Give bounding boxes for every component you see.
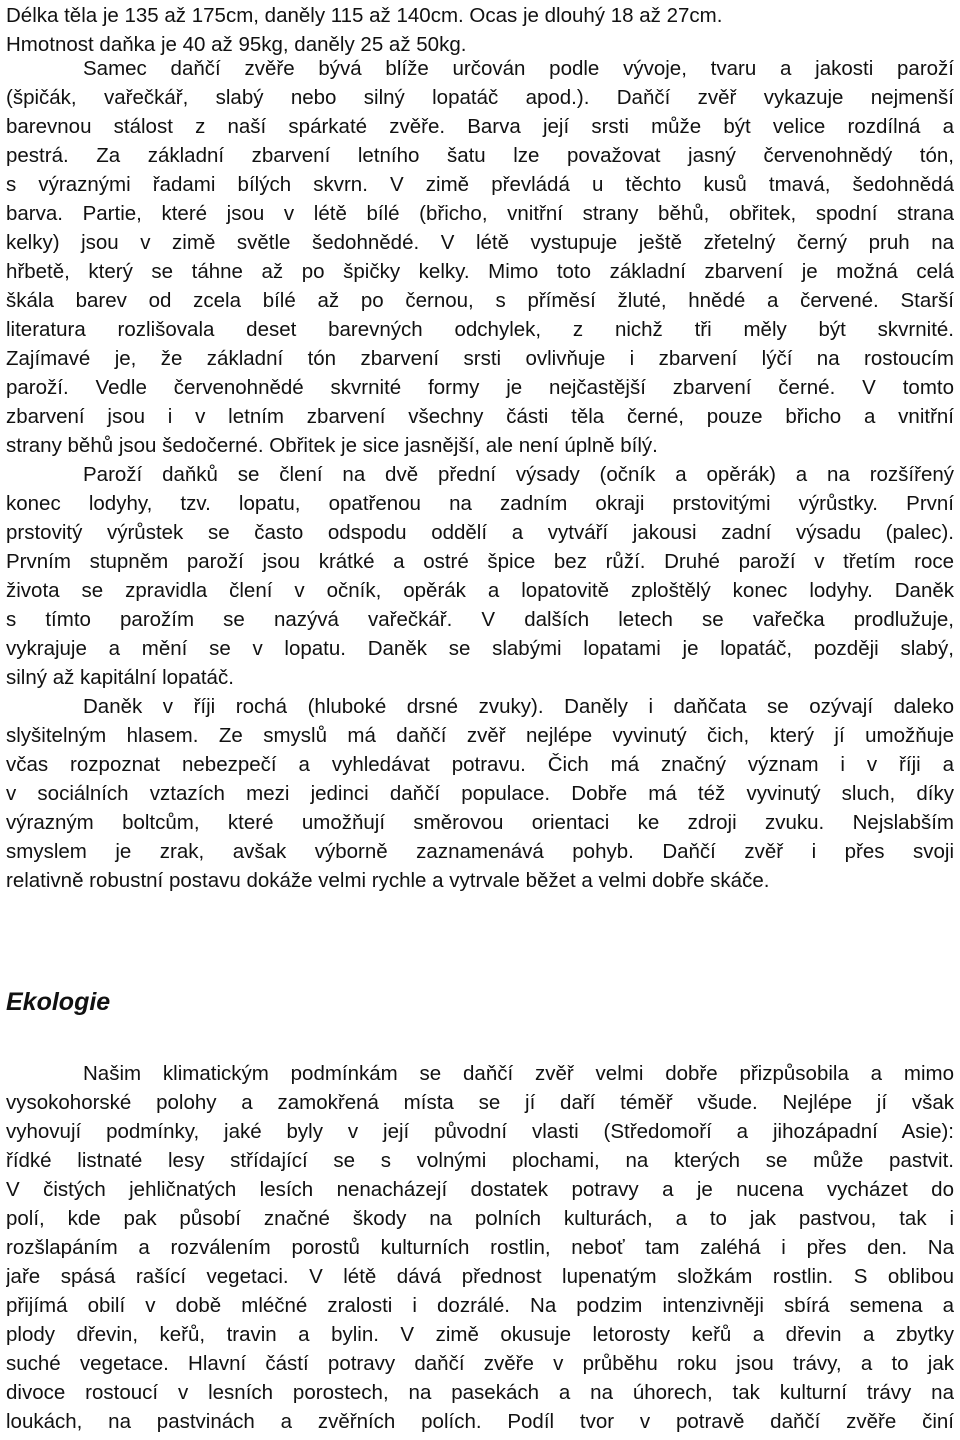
- text-line: výrazným boltcům, které umožňují směrovou orientaci ke zdroji zvuku. Nejslabším: [6, 811, 954, 834]
- text-line: Paroží daňků se člení na dvě přední výsady (očník a opěrák) a na rozšířený: [83, 463, 954, 486]
- text-line: smyslem je zrak, avšak výborně zaznamenává pohyb. Daňčí zvěř i přes svoji: [6, 840, 954, 863]
- section-heading: Ekologie: [6, 988, 111, 1016]
- text-line: strany běhů jsou šedočerné. Obřitek je sice jasnější, ale není úplně bílý.: [6, 434, 658, 457]
- text-line: kelky) jsou v zimě světle šedohnědé. V létě vystupuje ještě zřetelný černý pruh na: [6, 231, 954, 254]
- text-line: rozšlapáním a rozválením porostů kulturních rostlin, neboť tam zaléhá i přes den. Na: [6, 1236, 954, 1259]
- text-line: paroží. Vedle červenohnědé skvrnité formy je nejčastější zbarvení černé. V tomto: [6, 376, 954, 399]
- text-line: prstovitý výrůstek se často odspodu oddělí a vytváří jakousi zadní výsadu (palec).: [6, 521, 954, 544]
- text-line: zbarvení jsou i v letním zbarvení všechny části těla černé, pouze břicho a vnitřní: [6, 405, 954, 428]
- text-line: relativně robustní postavu dokáže velmi rychle a vytrvale běžet a velmi dobře skáče.: [6, 869, 770, 892]
- text-line: (špičák, vařečkář, slabý nebo silný lopatáč apod.). Daňčí zvěř vykazuje nejmenší: [6, 86, 954, 109]
- text-line: vykrajuje a mění se v lopatu. Daněk se slabými lopatami je lopatáč, později slabý,: [6, 637, 954, 660]
- text-line: jaře spásá rašící vegetaci. V létě dává přednost lupenatým složkám rostlin. S oblibou: [6, 1265, 954, 1288]
- text-line: s tímto parožím se nazývá vařečkář. V dalších letech se vařečka prodlužuje,: [6, 608, 954, 631]
- text-line: slyšitelným hlasem. Ze smyslů má daňčí zvěř nejlépe vyvinutý čich, který jí umožňuje: [6, 724, 954, 747]
- text-line: vyhovují podmínky, jaké byly v její původní vlasti (Středomoří a jihozápadní Asie):: [6, 1120, 954, 1143]
- text-line: Daněk v říji rochá (hluboké drsné zvuky). Daněly i daňčata se ozývají daleko: [83, 695, 954, 718]
- text-line: barva. Partie, které jsou v létě bílé (břicho, vnitřní strany běhů, obřitek, spodní strana: [6, 202, 954, 225]
- text-line: v sociálních vztazích mezi jedinci daňčí populace. Dobře má též vyvinutý sluch, díky: [6, 782, 954, 805]
- text-line: Samec daňčí zvěře bývá blíže určován podle vývoje, tvaru a jakosti paroží: [83, 57, 954, 80]
- text-line: pestrá. Za základní zbarvení letního šatu lze považovat jasný červenohnědý tón,: [6, 144, 954, 167]
- text-line: plody dřevin, keřů, travin a bylin. V zimě okusuje letorosty keřů a dřevin a zbytky: [6, 1323, 954, 1346]
- text-line: včas rozpoznat nebezpečí a vyhledávat potravu. Čich má značný význam i v říji a: [6, 753, 954, 776]
- text-line: Hmotnost daňka je 40 až 95kg, daněly 25 až 50kg.: [6, 33, 467, 56]
- text-line: škála barev od zcela bílé až po černou, s příměsí žluté, hnědé a červené. Starší: [6, 289, 954, 312]
- text-line: V čistých jehličnatých lesích nenacházejí dostatek potravy a je nucena vycházet do: [6, 1178, 954, 1201]
- text-line: polí, kde pak působí značné škody na polních kulturách, a to jak pastvou, tak i: [6, 1207, 954, 1230]
- text-line: loukách, na pastvinách a zvěřních polích. Podíl tvor v potravě daňčí zvěře činí: [6, 1410, 954, 1433]
- text-line: přijímá obilí v době mléčné zralosti i dozrálé. Na podzim intenzivněji sbírá semena a: [6, 1294, 954, 1317]
- text-line: vysokohorské polohy a zamokřená místa se jí daří téměř všude. Nejlépe jí však: [6, 1091, 954, 1114]
- text-line: Našim klimatickým podmínkám se daňčí zvěř velmi dobře přizpůsobila a mimo: [83, 1062, 954, 1085]
- text-line: Délka těla je 135 až 175cm, daněly 115 až 140cm. Ocas je dlouhý 18 až 27cm.: [6, 4, 723, 27]
- text-line: suché vegetace. Hlavní částí potravy daňčí zvěře v průběhu roku jsou trávy, a to jak: [6, 1352, 954, 1375]
- text-line: řídké listnaté lesy střídající se s volnými plochami, na kterých se může pastvit.: [6, 1149, 954, 1172]
- text-line: literatura rozlišovala deset barevných odchylek, z nichž tři měly být skvrnité.: [6, 318, 954, 341]
- text-line: Zajímavé je, že základní tón zbarvení srsti ovlivňuje i zbarvení lýčí na rostoucím: [6, 347, 954, 370]
- text-line: Prvním stupněm paroží jsou krátké a ostré špice bez růží. Druhé paroží v třetím roce: [6, 550, 954, 573]
- text-line: života se zpravidla člení v očník, opěrák a lopatovitě zploštělý konec lodyhy. Daněk: [6, 579, 954, 602]
- text-line: hřbetě, který se táhne až po špičky kelky. Mimo toto základní zbarvení je možná celá: [6, 260, 954, 283]
- text-line: s výraznými řadami bílých skvrn. V zimě převládá u těchto kusů tmavá, šedohnědá: [6, 173, 954, 196]
- text-line: barevnou stálost z naší spárkaté zvěře. Barva její srsti může být velice rozdílná a: [6, 115, 954, 138]
- text-line: silný až kapitální lopatáč.: [6, 666, 234, 689]
- text-line: konec lodyhy, tzv. lopatu, opatřenou na zadním okraji prstovitými výrůstky. První: [6, 492, 954, 515]
- text-line: divoce rostoucí v lesních porostech, na pasekách a na úhorech, tak kulturní trávy na: [6, 1381, 954, 1404]
